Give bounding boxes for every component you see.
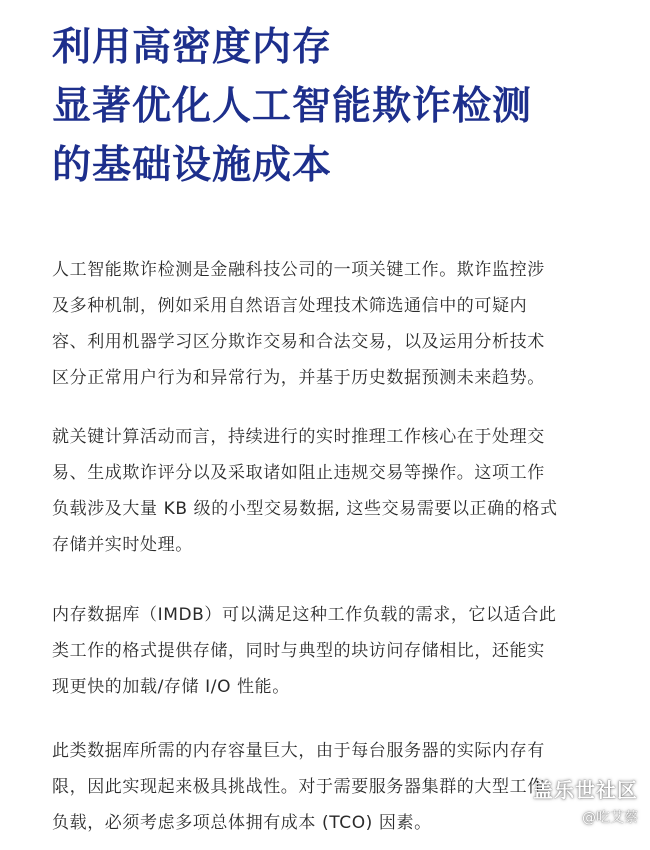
- text-line: 限，因此实现起来极具挑战性。对于需要服务器集群的大型工作: [52, 777, 545, 797]
- title-line: 的基础设施成本: [52, 143, 333, 188]
- text-line: 负载涉及大量 KB 级的小型交易数据, 这些交易需要以正确的格式: [52, 499, 558, 519]
- paragraph-memory-capacity-tco: [52, 733, 612, 841]
- text-line: 现更快的加载/存储 I/O 性能。: [52, 677, 290, 697]
- text-line: 及多种机制，例如采用自然语言处理技术筛选通信中的可疑内: [52, 296, 528, 316]
- text-line: 负载，必须考虑多项总体拥有成本 (TCO) 因素。: [52, 813, 432, 833]
- text-line: 容、利用机器学习区分欺诈交易和合法交易，以及运用分析技术: [52, 332, 545, 352]
- text-line: 人工智能欺诈检测是金融科技公司的一项关键工作。欺诈监控涉: [52, 260, 545, 280]
- watermark: [533, 776, 638, 830]
- text-line: 易、生成欺诈评分以及采取诸如阻止违规交易等操作。这项工作: [52, 463, 545, 483]
- title-line: 显著优化人工智能欺诈检测: [52, 84, 533, 129]
- title-line: 利用高密度内存: [52, 25, 333, 70]
- text-line: 类工作的格式提供存储，同时与典型的块访问存储相比，还能实: [52, 641, 545, 661]
- paragraph-realtime-inference: [52, 419, 612, 563]
- text-line: 就关键计算活动而言，持续进行的实时推理工作核心在于处理交: [52, 427, 545, 447]
- text-line: 区分正常用户行为和异常行为，并基于历史数据预测未来趋势。: [52, 368, 545, 388]
- text-line: 内存数据库（IMDB）可以满足这种工作负载的需求，它以适合此: [52, 605, 557, 625]
- article-title: [52, 18, 632, 195]
- text-line: 此类数据库所需的内存容量巨大，由于每台服务器的实际内存有: [52, 741, 545, 761]
- paragraph-fraud-detection-overview: [52, 252, 612, 396]
- watermark-community-name: 盖乐世社区: [533, 778, 638, 802]
- paragraph-imdb: [52, 597, 612, 705]
- text-line: 存储并实时处理。: [52, 535, 193, 555]
- watermark-author: @吃艾蔡: [582, 810, 638, 826]
